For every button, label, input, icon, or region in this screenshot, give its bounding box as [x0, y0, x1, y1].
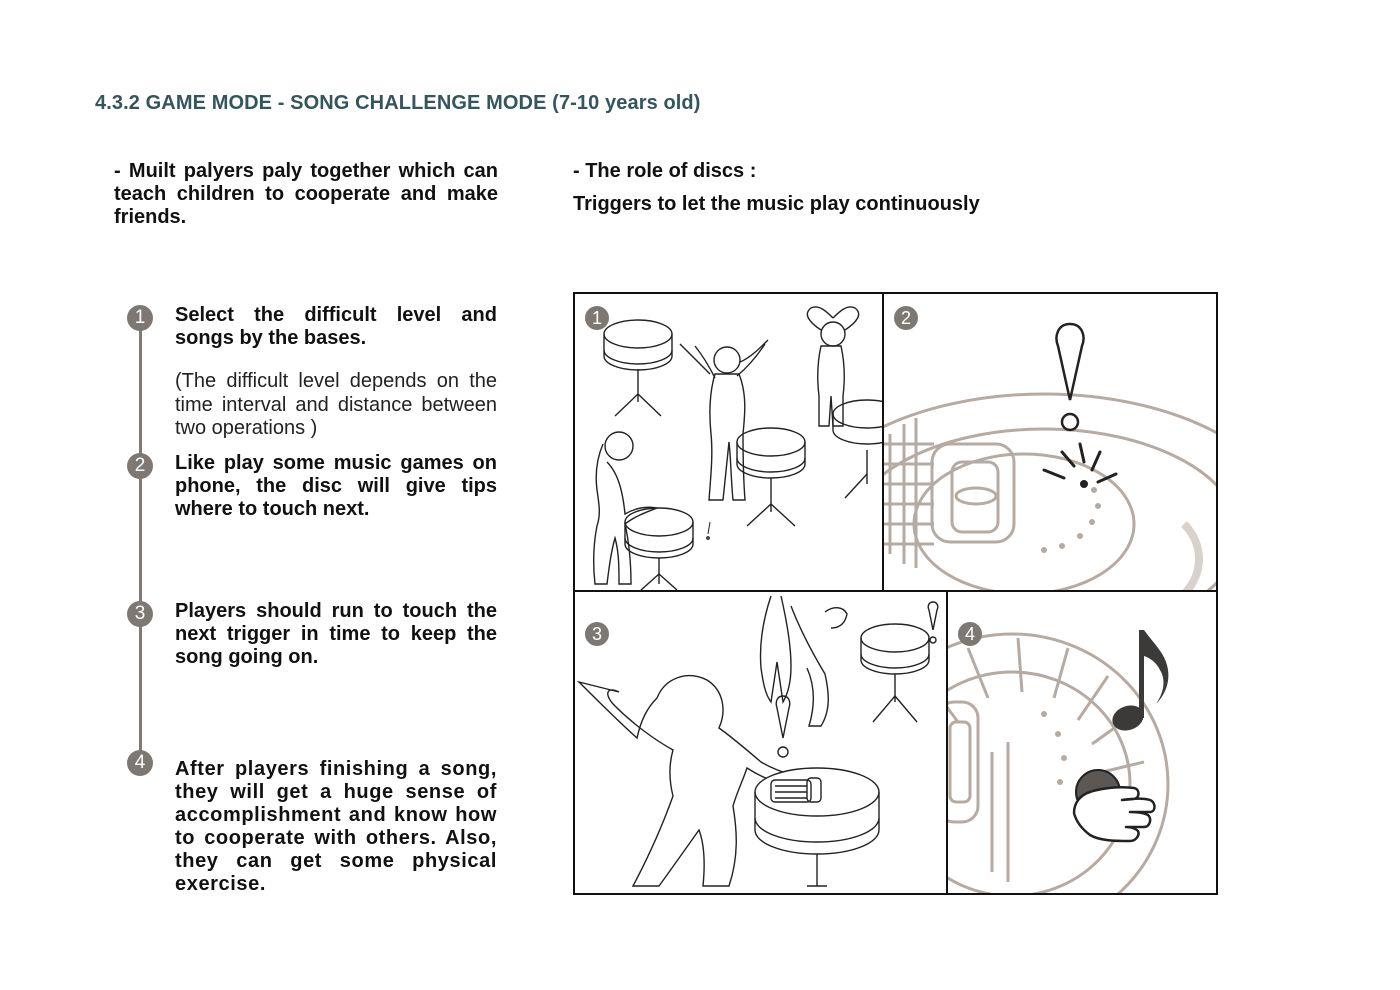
panel-badge-2: 2: [894, 306, 918, 330]
step-badge-1: 1: [127, 305, 153, 331]
timeline-line: [139, 318, 142, 764]
disc-top-alert-illustration: [884, 294, 1218, 592]
step-badge-2: 2: [127, 453, 153, 479]
discs-role-text: Triggers to let the music play continuously: [573, 193, 980, 215]
intro-left-text: - Muilt palyers paly together which can teach children to cooperate and make friends.: [114, 160, 498, 228]
discs-role-heading: - The role of discs :: [573, 160, 757, 182]
panel-3: [573, 590, 949, 895]
panel-2: [882, 292, 1218, 592]
panel-badge-3: 3: [585, 622, 609, 646]
child-touching-disc-illustration: [575, 592, 949, 895]
step-text-4: After players finishing a song, they will get a huge sense of accomplishment and know how to cooperate with others. Also, they can get some physical exercise.: [175, 758, 497, 895]
step-text-2: Like play some music games on phone, the disc will give tips where to touch next.: [175, 452, 497, 520]
section-title: 4.3.2 GAME MODE - SONG CHALLENGE MODE (7-10 years old): [95, 92, 701, 114]
step-badge-3: 3: [127, 601, 153, 627]
kids-playing-with-discs-illustration: [575, 294, 884, 592]
panel-4: [946, 590, 1218, 895]
panel-badge-4: 4: [958, 622, 982, 646]
step-note-1: (The difficult level depends on the time interval and distance between two operations ): [175, 370, 497, 439]
panel-1: [573, 292, 884, 592]
panel-badge-1: 1: [585, 306, 609, 330]
step-text-1: Select the difficult level and songs by the bases.: [175, 304, 497, 349]
step-text-3: Players should run to touch the next trigger in time to keep the song going on.: [175, 600, 497, 668]
step-badge-4: 4: [127, 750, 153, 776]
finger-tap-music-note-illustration: [948, 592, 1218, 895]
